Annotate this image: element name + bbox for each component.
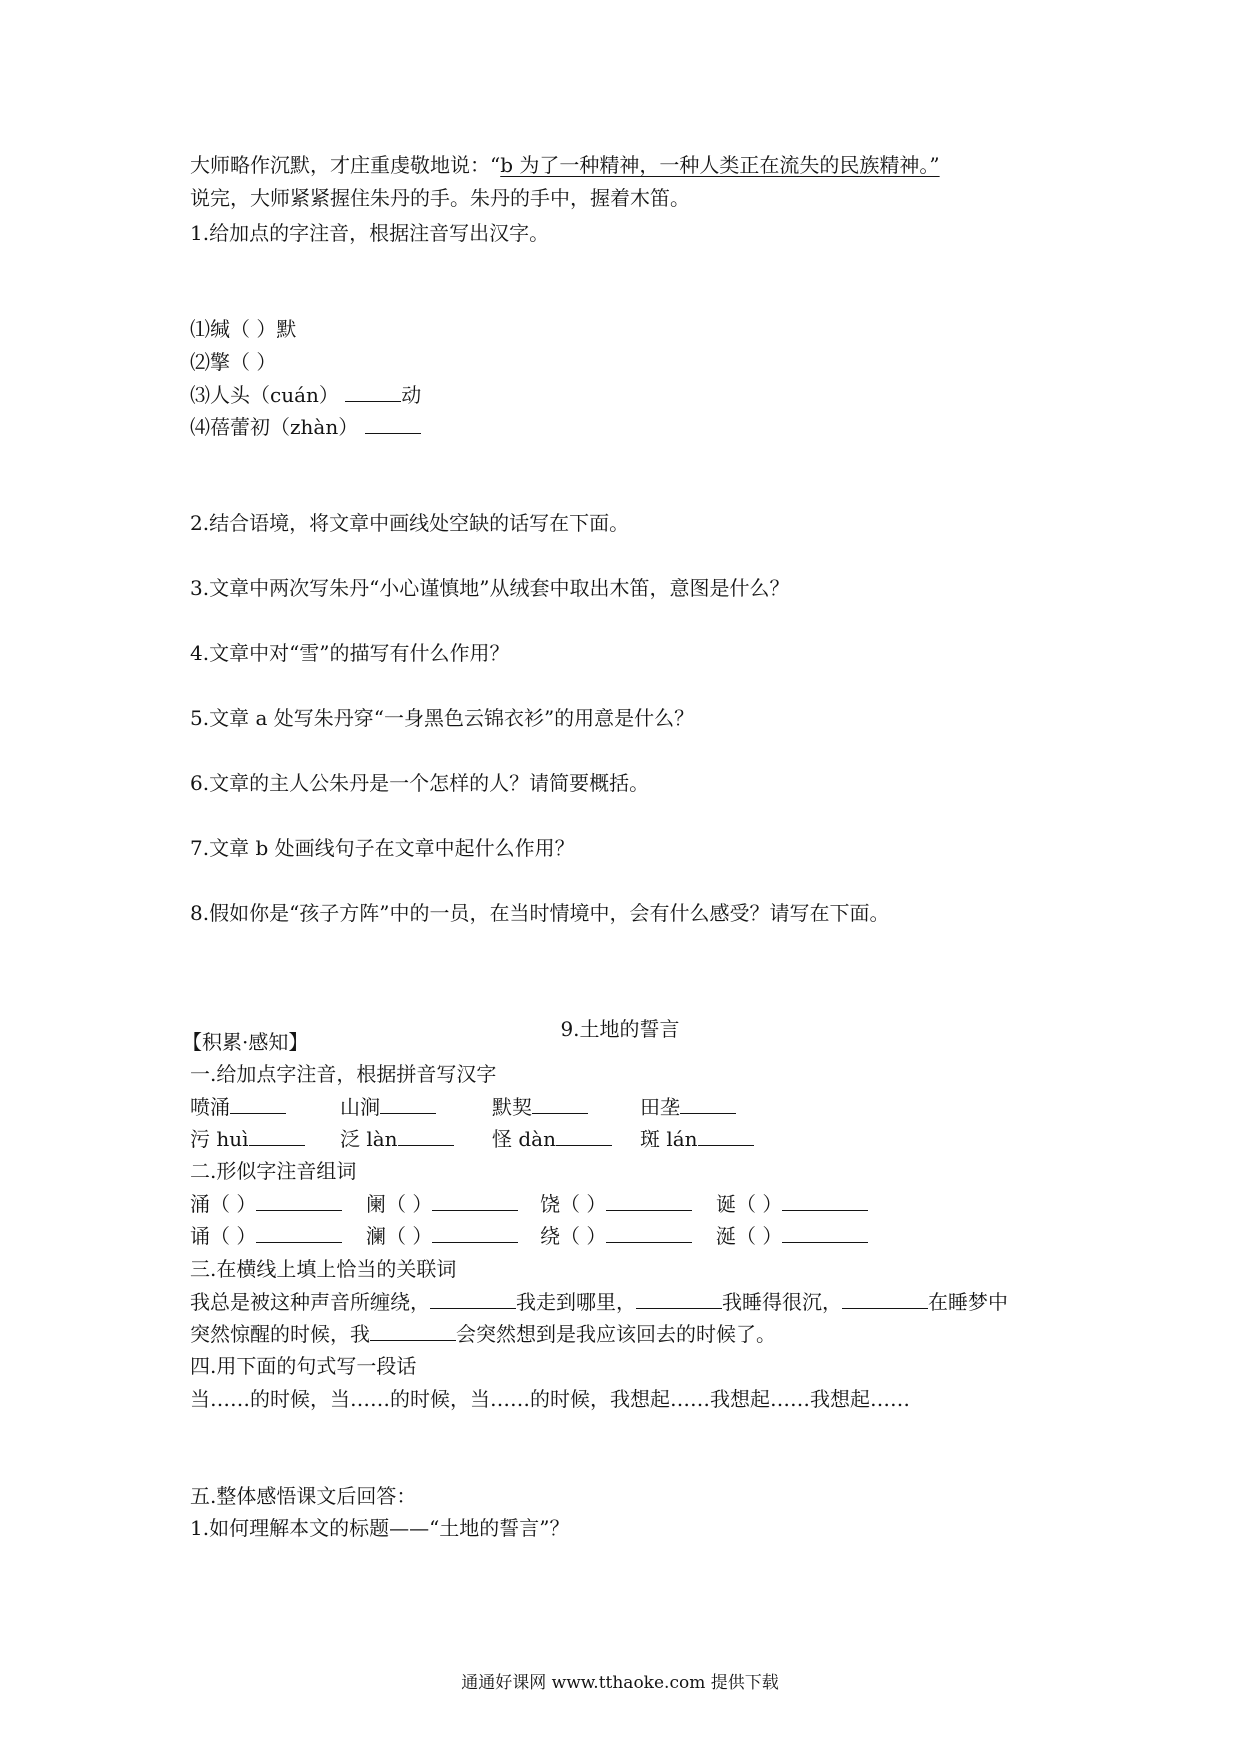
part-5-question-1: 1.如何理解本文的标题——“土地的誓言”？: [190, 1516, 570, 1540]
answer-blank[interactable]: [430, 1290, 516, 1309]
part-1-word: [190, 1127, 305, 1151]
answer-blank[interactable]: [256, 1192, 342, 1211]
passage-line-1-text: 大师略作沉默，才庄重虔敬地说：“: [190, 153, 501, 177]
question-8: 8.假如你是“孩子方阵”中的一员，在当时情境中，会有什么感受？请写在下面。: [190, 901, 890, 925]
part-2-char: [540, 1192, 692, 1216]
word-text: 泛 làn: [340, 1127, 398, 1151]
answer-blank[interactable]: [230, 1095, 286, 1114]
part-2-char: [366, 1192, 518, 1216]
answer-blank[interactable]: [782, 1192, 868, 1211]
footer-credit: 通通好课网 www.tthaoke.com 提供下载: [461, 1673, 779, 1693]
question-1-item-3-tail: 动: [401, 383, 422, 407]
char-text: 涎（ ）: [716, 1224, 783, 1248]
part-3-heading: 三.在横线上填上恰当的关联词: [190, 1257, 457, 1281]
part-1-word: [340, 1127, 454, 1151]
part-3-text: 突然惊醒的时候，我: [190, 1322, 370, 1346]
question-1-item-4-text: ⑷蓓蕾初（zhàn）: [190, 415, 359, 439]
answer-blank[interactable]: [532, 1095, 588, 1114]
lesson-title: 9.土地的誓言: [560, 1017, 680, 1041]
question-2: 2.结合语境，将文章中画线处空缺的话写在下面。: [190, 511, 630, 535]
answer-blank[interactable]: [398, 1127, 454, 1146]
word-text: 默契: [492, 1095, 532, 1119]
part-2-char: [716, 1192, 868, 1216]
part-3-text: 在睡梦中: [928, 1290, 1008, 1314]
word-text: 喷涌: [190, 1095, 230, 1119]
answer-blank[interactable]: [606, 1192, 692, 1211]
answer-blank[interactable]: [636, 1290, 722, 1309]
answer-blank[interactable]: [365, 415, 421, 434]
answer-blank[interactable]: [370, 1322, 456, 1341]
part-1-word: [340, 1095, 436, 1119]
part-1-heading: 一.给加点字注音，根据拼音写汉字: [190, 1062, 497, 1086]
question-1-item-3-text: ⑶人头（cuán）: [190, 383, 339, 407]
question-1-item-2: ⑵擎（ ）: [190, 350, 277, 374]
part-3-text: 我走到哪里，: [516, 1290, 636, 1314]
part-4-pattern: 当……的时候，当……的时候，当……的时候，我想起……我想起……我想起……: [190, 1387, 910, 1411]
part-1-word: [640, 1127, 754, 1151]
char-text: 阑（ ）: [366, 1192, 433, 1216]
answer-blank[interactable]: [606, 1224, 692, 1243]
answer-blank[interactable]: [556, 1127, 612, 1146]
answer-blank[interactable]: [680, 1095, 736, 1114]
part-2-char: [540, 1224, 692, 1248]
part-1-word: [640, 1095, 736, 1119]
question-1-item-3: [190, 383, 421, 407]
part-2-char: [716, 1224, 868, 1248]
char-text: 澜（ ）: [366, 1224, 433, 1248]
part-1-word: [492, 1127, 612, 1151]
word-text: 污 huì: [190, 1127, 249, 1151]
answer-blank[interactable]: [432, 1224, 518, 1243]
answer-blank[interactable]: [345, 383, 401, 402]
part-2-char: [190, 1224, 342, 1248]
part-1-word: [492, 1095, 588, 1119]
answer-blank[interactable]: [380, 1095, 436, 1114]
char-text: 诵（ ）: [190, 1224, 257, 1248]
question-3: 3.文章中两次写朱丹“小心谨慎地”从绒套中取出木笛，意图是什么？: [190, 576, 790, 600]
question-1-stem: 1.给加点的字注音，根据注音写出汉字。: [190, 221, 550, 245]
part-3-line-1: [190, 1290, 1008, 1314]
passage-line-2: 说完，大师紧紧握住朱丹的手。朱丹的手中，握着木笛。: [190, 186, 690, 210]
part-5-heading: 五.整体感悟课文后回答：: [190, 1484, 417, 1508]
char-text: 饶（ ）: [540, 1192, 607, 1216]
question-1-item-1: ⑴缄（ ）默: [190, 317, 297, 341]
part-3-line-2: [190, 1322, 776, 1346]
part-3-text: 我总是被这种声音所缠绕，: [190, 1290, 430, 1314]
char-text: 绕（ ）: [540, 1224, 607, 1248]
underlined-sentence-b: b 为了一种精神，一种人类正在流失的民族精神。”: [500, 153, 940, 177]
word-text: 斑 lán: [640, 1127, 698, 1151]
part-1-word: [190, 1095, 286, 1119]
question-7: 7.文章 b 处画线句子在文章中起什么作用？: [190, 836, 575, 860]
question-5: 5.文章 a 处写朱丹穿“一身黑色云锦衣衫”的用意是什么？: [190, 706, 695, 730]
answer-blank[interactable]: [782, 1224, 868, 1243]
answer-blank[interactable]: [432, 1192, 518, 1211]
part-3-text: 我睡得很沉，: [722, 1290, 842, 1314]
answer-blank[interactable]: [698, 1127, 754, 1146]
word-text: 怪 dàn: [492, 1127, 556, 1151]
part-3-text: 会突然想到是我应该回去的时候了。: [456, 1322, 776, 1346]
answer-blank[interactable]: [249, 1127, 305, 1146]
part-2-char: [366, 1224, 518, 1248]
word-text: 田垄: [640, 1095, 680, 1119]
question-4: 4.文章中对“雪”的描写有什么作用？: [190, 641, 510, 665]
char-text: 诞（ ）: [716, 1192, 783, 1216]
section-tag: 【积累·感知】: [182, 1030, 309, 1054]
part-2-char: [190, 1192, 342, 1216]
question-1-item-4: [190, 415, 421, 439]
passage-line-1: [190, 153, 940, 177]
question-6: 6.文章的主人公朱丹是一个怎样的人？请简要概括。: [190, 771, 650, 795]
char-text: 涌（ ）: [190, 1192, 257, 1216]
answer-blank[interactable]: [256, 1224, 342, 1243]
part-4-heading: 四.用下面的句式写一段话: [190, 1354, 417, 1378]
word-text: 山涧: [340, 1095, 380, 1119]
part-2-heading: 二.形似字注音组词: [190, 1159, 357, 1183]
answer-blank[interactable]: [842, 1290, 928, 1309]
